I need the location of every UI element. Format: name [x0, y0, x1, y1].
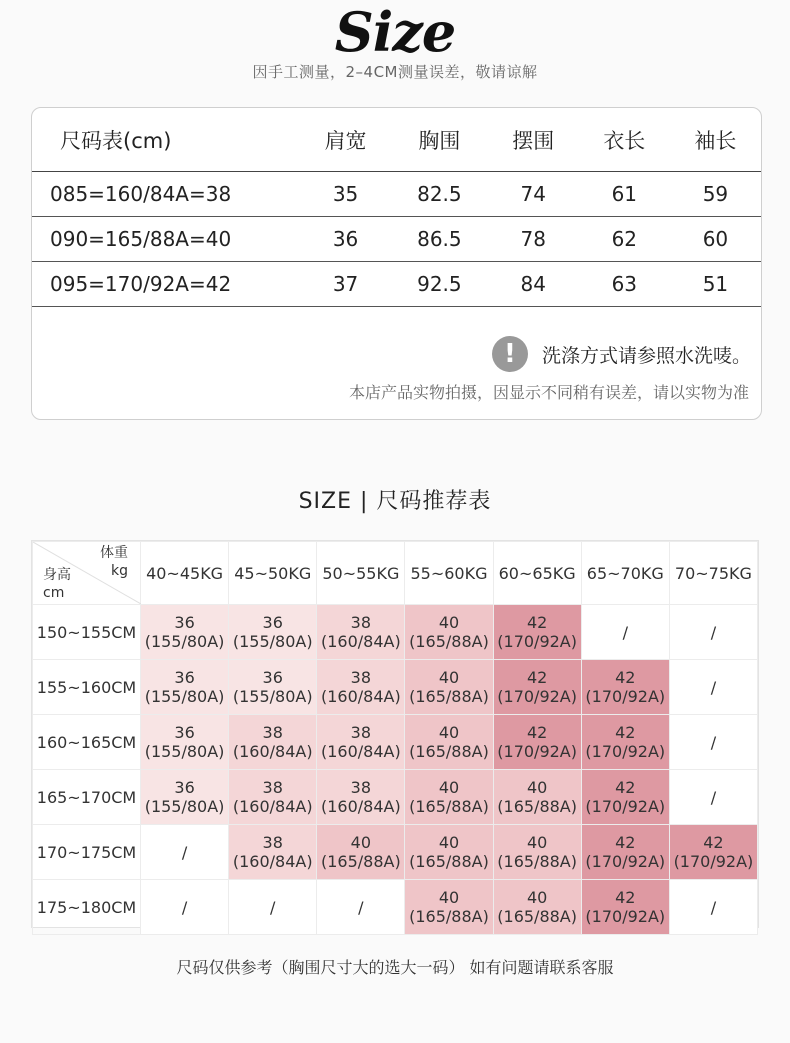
recommend-cell: [493, 660, 581, 715]
recommend-size: /: [710, 897, 717, 917]
recommend-size: 40: [438, 888, 460, 907]
height-row-header: 170~175CM: [33, 825, 141, 880]
weight-col-header: 70~75KG: [669, 542, 757, 605]
recommend-spec: (160/84A): [232, 797, 313, 816]
recommend-spec: (160/84A): [320, 687, 401, 706]
recommend-spec: (155/80A): [144, 632, 225, 651]
wash-note-text: 洗涤方式请参照水洗唛。: [541, 344, 751, 367]
wash-note: [492, 336, 751, 372]
recommend-size: 40: [438, 833, 460, 852]
recommend-size: 40: [526, 778, 548, 797]
recommend-size: 40: [438, 613, 460, 632]
recommend-cell: [141, 880, 229, 935]
recommend-size: 38: [262, 833, 283, 852]
recommend-table: [31, 540, 759, 928]
size-chart-cell: 51: [670, 262, 761, 307]
recommend-size: /: [181, 842, 188, 862]
recommend-spec: (155/80A): [144, 742, 225, 761]
weight-col-header: 40~45KG: [141, 542, 229, 605]
recommend-row: [33, 825, 758, 880]
size-chart-col-header: 袖长: [670, 108, 761, 172]
weight-col-header: 50~55KG: [317, 542, 405, 605]
color-disclaimer: 本店产品实物拍摄，因显示不同稍有误差，请以实物为准: [348, 383, 749, 402]
recommend-spec: (170/92A): [585, 852, 666, 871]
recommend-cell: [581, 660, 669, 715]
recommend-size: 36: [174, 723, 195, 742]
recommend-cell: [581, 825, 669, 880]
size-chart-cell: 84: [488, 262, 579, 307]
height-unit: cm: [43, 585, 65, 601]
recommend-size: 42: [703, 833, 724, 852]
size-chart-cell: 61: [579, 172, 670, 217]
recommend-size: 40: [350, 833, 372, 852]
recommend-cell: [317, 715, 405, 770]
weight-col-header: 60~65KG: [493, 542, 581, 605]
size-chart-row: [32, 172, 761, 217]
recommend-size: /: [358, 897, 364, 917]
size-chart-cell: 92.5: [391, 262, 488, 307]
recommend-row: [33, 715, 758, 770]
recommend-cell: [581, 770, 669, 825]
recommend-cell: [317, 660, 405, 715]
size-chart-col-header: 肩宽: [300, 108, 391, 172]
height-row-header: 175~180CM: [33, 880, 141, 935]
recommend-spec: (165/88A): [320, 852, 401, 871]
recommend-cell: [669, 770, 757, 825]
recommend-spec: (165/88A): [409, 632, 489, 651]
recommend-cell: [405, 715, 493, 770]
recommend-cell: [317, 605, 405, 660]
size-chart-cell: 37: [300, 262, 391, 307]
recommend-row: [33, 605, 758, 660]
recommend-cell: [669, 825, 757, 880]
size-chart-cell: 085=160/84A=38: [32, 172, 300, 217]
weight-label: 体重: [100, 545, 128, 561]
recommend-cell: [669, 605, 757, 660]
recommend-size: 40: [526, 833, 548, 852]
recommend-cell: [581, 715, 669, 770]
recommend-cell: [405, 880, 493, 935]
size-chart-cell: 62: [579, 217, 670, 262]
recommend-cell: [141, 605, 229, 660]
recommend-cell: [669, 880, 757, 935]
recommend-cell: [229, 715, 317, 770]
recommend-size: /: [270, 897, 276, 917]
height-row-header: 160~165CM: [33, 715, 141, 770]
recommend-cell: [141, 770, 229, 825]
size-chart-cell: 63: [579, 262, 670, 307]
recommend-size: 36: [174, 613, 195, 632]
exclamation-icon: !: [492, 336, 528, 372]
recommend-size: 40: [526, 888, 548, 907]
recommend-row: [33, 660, 758, 715]
page-title: Size: [334, 0, 456, 64]
recommend-header-row: [33, 542, 758, 605]
size-chart-col-header: 胸围: [391, 108, 488, 172]
size-chart-cell: 86.5: [391, 217, 488, 262]
recommend-cell: [669, 660, 757, 715]
recommend-size: 38: [350, 613, 372, 632]
recommend-cell: [229, 605, 317, 660]
footer-note: 尺码仅供参考（胸围尺寸大的选大一码） 如有问题请联系客服: [176, 958, 614, 977]
size-chart-cell: 59: [670, 172, 761, 217]
recommend-title: SIZE | 尺码推荐表: [298, 489, 492, 514]
recommend-size: 38: [350, 723, 372, 742]
size-chart-col-header: 尺码表(cm): [32, 108, 300, 172]
size-chart-cell: 74: [488, 172, 579, 217]
recommend-cell: [493, 605, 581, 660]
recommend-spec: (170/92A): [497, 687, 577, 706]
recommend-spec: (170/92A): [585, 907, 666, 926]
size-chart-row: [32, 262, 761, 307]
recommend-size: /: [622, 622, 628, 642]
recommend-size: /: [710, 622, 717, 642]
recommend-cell: [669, 715, 757, 770]
recommend-cell: [405, 660, 493, 715]
recommend-spec: (160/84A): [320, 742, 401, 761]
recommend-spec: (170/92A): [585, 797, 666, 816]
weight-unit: kg: [111, 563, 128, 579]
recommend-size: 42: [615, 888, 636, 907]
size-chart-table: [32, 108, 761, 307]
recommend-cell: [405, 770, 493, 825]
recommend-size: 42: [615, 668, 636, 687]
recommend-size: 42: [615, 723, 636, 742]
weight-col-header: 55~60KG: [405, 542, 493, 605]
recommend-cell: [229, 770, 317, 825]
weight-col-header: 45~50KG: [229, 542, 317, 605]
recommend-spec: (160/84A): [232, 742, 313, 761]
recommend-spec: (165/88A): [409, 907, 489, 926]
recommend-cell: [229, 660, 317, 715]
recommend-size: 40: [438, 723, 460, 742]
recommend-size: 40: [438, 778, 460, 797]
recommend-spec: (160/84A): [320, 797, 401, 816]
recommend-size: 38: [262, 723, 283, 742]
recommend-spec: (170/92A): [497, 632, 577, 651]
recommend-size: 40: [438, 668, 460, 687]
size-chart-cell: 090=165/88A=40: [32, 217, 300, 262]
recommend-spec: (170/92A): [673, 852, 754, 871]
recommend-spec: (170/92A): [585, 742, 666, 761]
recommend-size: 38: [350, 778, 372, 797]
recommend-cell: [317, 880, 405, 935]
recommend-size: /: [710, 677, 717, 697]
recommend-spec: (165/88A): [409, 687, 489, 706]
recommend-cell: [229, 825, 317, 880]
recommend-cell: [141, 660, 229, 715]
recommend-spec: (155/80A): [144, 797, 225, 816]
recommend-cell: [317, 770, 405, 825]
recommend-cell: [581, 605, 669, 660]
recommend-spec: (170/92A): [585, 687, 666, 706]
recommend-cell: [581, 880, 669, 935]
recommend-row: [33, 880, 758, 935]
recommend-cell: [317, 825, 405, 880]
size-chart-cell: 78: [488, 217, 579, 262]
recommend-size: 36: [174, 668, 195, 687]
recommend-cell: [493, 825, 581, 880]
size-chart-cell: 35: [300, 172, 391, 217]
size-chart-header-row: [32, 108, 761, 172]
recommend-row: [33, 770, 758, 825]
recommend-cell: [405, 605, 493, 660]
recommend-cell: [493, 715, 581, 770]
recommend-spec: (155/80A): [232, 687, 313, 706]
height-row-header: 165~170CM: [33, 770, 141, 825]
recommend-spec: (165/88A): [497, 852, 577, 871]
measurement-disclaimer: 因手工测量，2–4CM测量误差，敬请谅解: [252, 63, 538, 81]
recommend-spec: (155/80A): [144, 687, 225, 706]
size-chart-cell: 60: [670, 217, 761, 262]
recommend-spec: (165/88A): [409, 797, 489, 816]
recommend-size: 42: [615, 833, 636, 852]
recommend-spec: (170/92A): [497, 742, 577, 761]
recommend-spec: (165/88A): [409, 742, 489, 761]
weight-col-header: 65~70KG: [581, 542, 669, 605]
recommend-size: /: [181, 897, 188, 917]
size-chart-card: [31, 107, 762, 420]
recommend-size: 36: [174, 778, 195, 797]
recommend-spec: (165/88A): [497, 797, 577, 816]
recommend-size: 42: [615, 778, 636, 797]
height-row-header: 150~155CM: [33, 605, 141, 660]
size-chart-col-header: 摆围: [488, 108, 579, 172]
recommend-cell: [229, 880, 317, 935]
recommend-spec: (165/88A): [409, 852, 489, 871]
recommend-cell: [493, 880, 581, 935]
recommend-spec: (160/84A): [232, 852, 313, 871]
recommend-size: /: [710, 787, 717, 807]
recommend-size: 38: [262, 778, 283, 797]
recommend-size: 36: [262, 668, 283, 687]
recommend-cell: [141, 715, 229, 770]
recommend-cell: [493, 770, 581, 825]
size-chart-row: [32, 217, 761, 262]
recommend-spec: (155/80A): [232, 632, 313, 651]
recommend-size: 42: [526, 723, 548, 742]
recommend-spec: (165/88A): [497, 907, 577, 926]
corner-cell: [33, 542, 141, 605]
height-row-header: 155~160CM: [33, 660, 141, 715]
recommend-size: 38: [350, 668, 372, 687]
size-chart-col-header: 衣长: [579, 108, 670, 172]
recommend-size: 42: [526, 613, 548, 632]
recommend-size: /: [710, 732, 717, 752]
recommend-cell: [405, 825, 493, 880]
size-chart-cell: 36: [300, 217, 391, 262]
height-label: 身高: [43, 567, 71, 583]
recommend-cell: [141, 825, 229, 880]
recommend-size: 42: [526, 668, 548, 687]
size-chart-cell: 82.5: [391, 172, 488, 217]
recommend-spec: (160/84A): [320, 632, 401, 651]
recommend-size: 36: [262, 613, 283, 632]
size-chart-cell: 095=170/92A=42: [32, 262, 300, 307]
